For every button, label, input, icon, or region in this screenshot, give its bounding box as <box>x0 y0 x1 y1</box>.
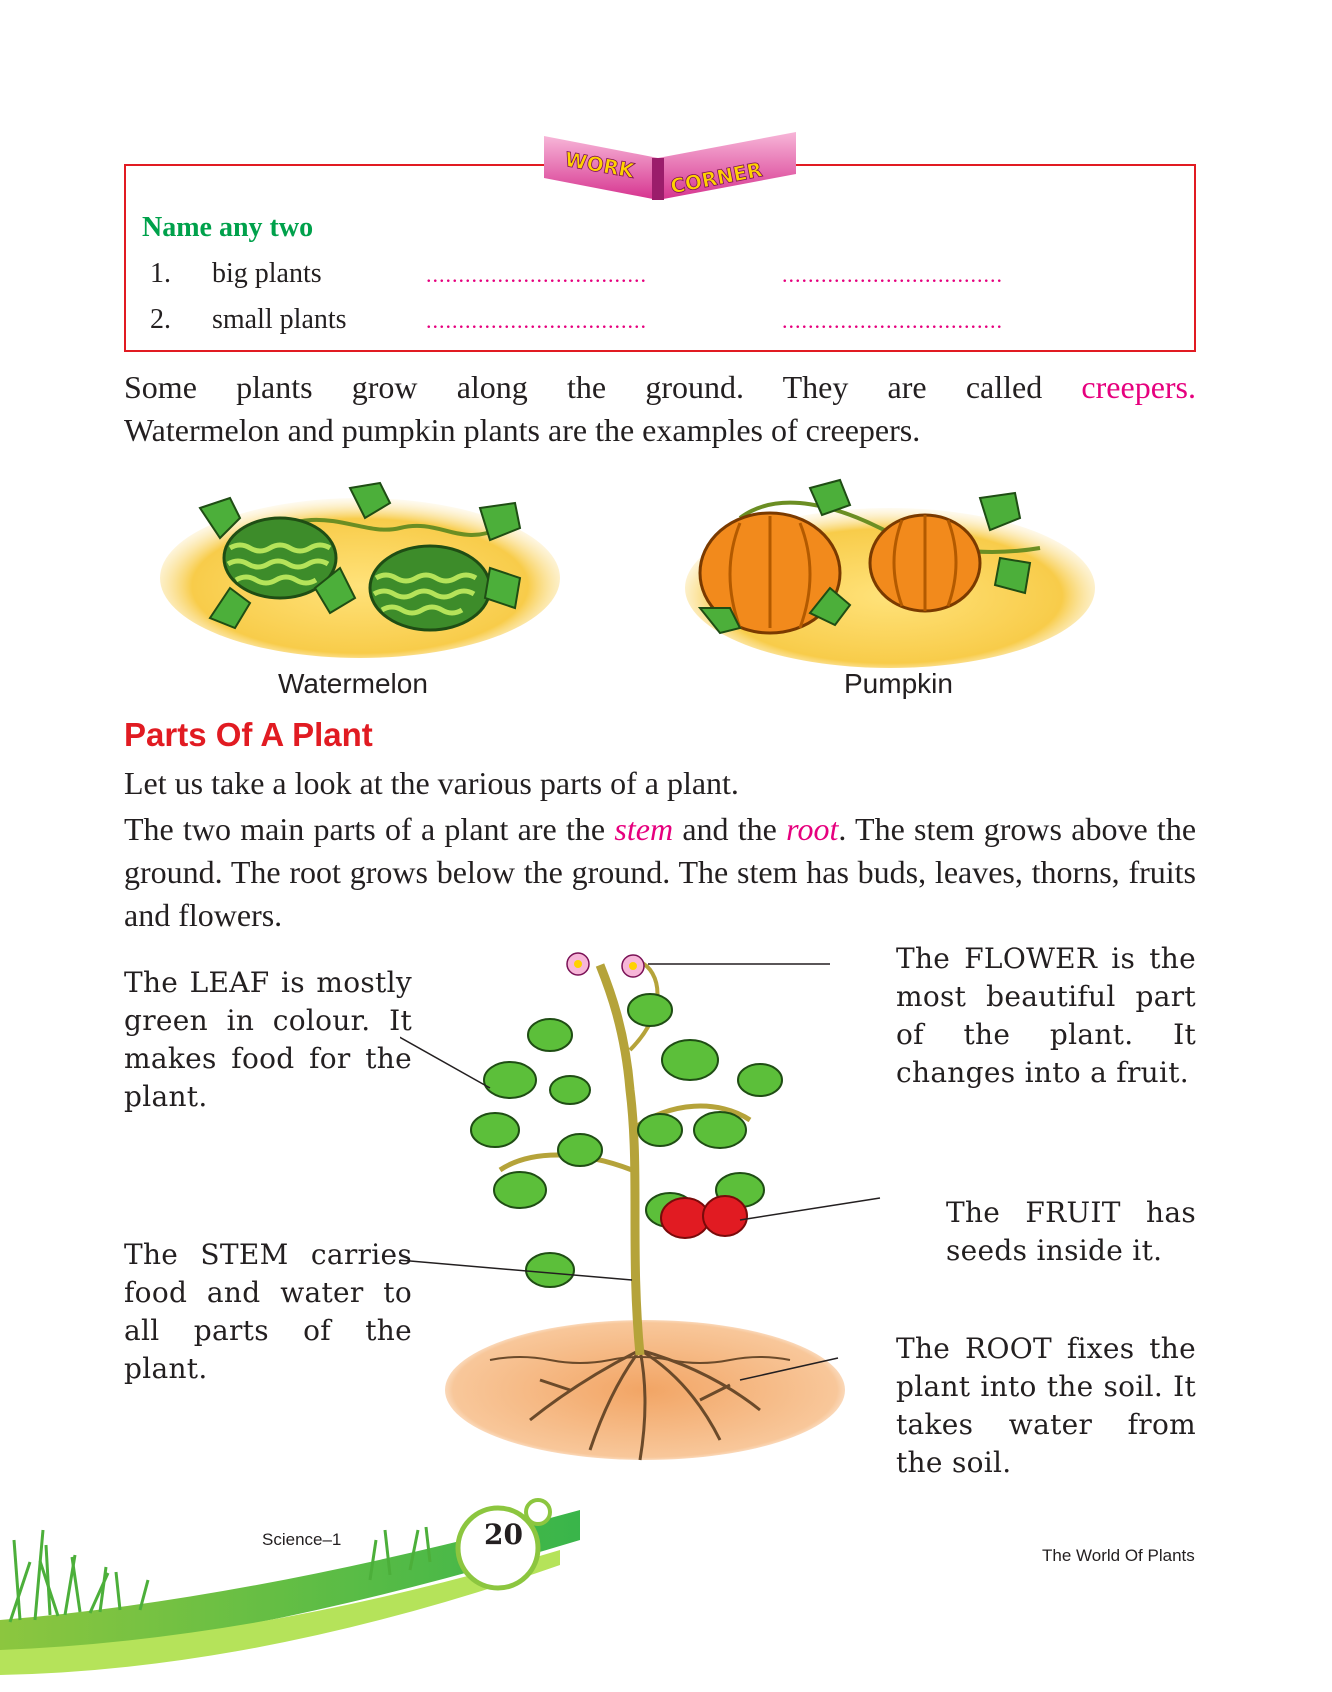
creepers-paragraph <box>124 366 1196 452</box>
parts-paragraph <box>124 808 1196 937</box>
work-corner-heading: Name any two <box>142 212 314 243</box>
fruits <box>661 1196 747 1238</box>
term-root: root <box>786 811 839 847</box>
footer-chapter-title: The World Of Plants <box>1042 1546 1195 1565</box>
item-label-small-plants: small plants <box>212 304 347 335</box>
flower-label: The FLOWER is the most beautiful part of the plant. It changes into a fruit. <box>896 942 1196 1089</box>
item-number: 2. <box>150 304 171 335</box>
section-title: Parts Of A Plant <box>124 716 373 753</box>
parts-text: The two main parts of a plant are the <box>124 811 615 847</box>
footer-book-title: Science–1 <box>262 1530 342 1549</box>
watermelon-illustration <box>160 478 580 658</box>
parts-intro: Let us take a look at the various parts of a plant. <box>124 765 739 801</box>
work-corner-banner <box>540 128 800 204</box>
creepers-term: creepers. <box>1081 369 1196 405</box>
banner-right-text: CORNER <box>668 157 765 199</box>
parts-text: and the <box>673 811 787 847</box>
answer-blank[interactable]: .................................. <box>782 262 1003 287</box>
pumpkin-illustration <box>680 478 1100 668</box>
leaf-label: The LEAF is mostly green in colour. It makes food for the plant. <box>124 966 412 1113</box>
answer-blank[interactable]: .................................. <box>426 262 647 287</box>
term-stem: stem <box>614 811 674 847</box>
item-label-big-plants: big plants <box>212 258 322 289</box>
root-label: The ROOT fixes the plant into the soil. It takes water from the soil. <box>896 1332 1196 1479</box>
plant-diagram <box>400 950 900 1470</box>
item-number: 1. <box>150 258 171 289</box>
pumpkin-caption: Pumpkin <box>844 668 953 699</box>
watermelon-caption: Watermelon <box>278 668 428 699</box>
fruit-label: The FRUIT has seeds inside it. <box>946 1196 1196 1267</box>
stem-label: The STEM carries food and water to all parts of the plant. <box>124 1238 412 1385</box>
parts-text: . The stem grows above the ground. The root grows below the ground. The stem has buds, leaves, thorns, fruits and flowers. <box>124 811 1197 933</box>
creepers-text: Some plants grow along the ground. They are called <box>124 369 1082 405</box>
creepers-examples: Watermelon and pumpkin plants are the examples of creepers. <box>124 412 921 448</box>
answer-blank[interactable]: .................................. <box>782 308 1003 333</box>
answer-blank[interactable]: .................................. <box>426 308 647 333</box>
banner-left-text: WORK <box>562 146 637 183</box>
page-number: 20 <box>484 1518 523 1551</box>
